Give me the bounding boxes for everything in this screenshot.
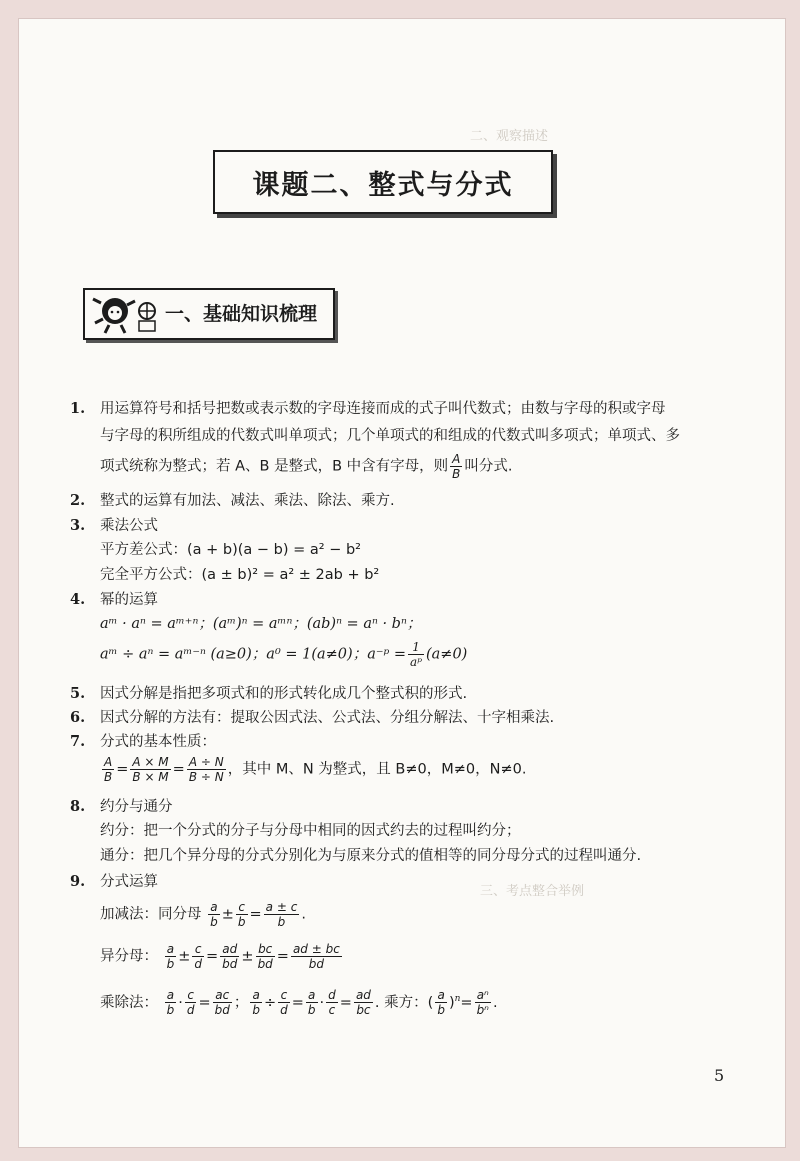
reduction-definition: 约分：把一个分式的分子与分母中相同的因式约去的过程叫约分； bbox=[100, 823, 521, 839]
multiply-divide-rule: 乘除法： $\frac{a}{b}$ · $\frac{c}{d}$ = $\frac{ac}{bd}$ ； $\frac{a}{b}$ ÷ $\frac{c}{d}$ = $\frac{a}{b}$ · $\frac{d}{c}$ = $\frac{ad}{bc}$ . 乘方：( $\frac{a}{b}$ )$^n$= $\frac{\text{aⁿ}}{\text{bⁿ}}$ . bbox=[100, 988, 498, 1018]
item-1-continuation-1: 与字母的积所组成的代数式叫单项式；几个单项式的和组成的代数式叫多项式；单项式、多 bbox=[100, 428, 680, 444]
item-7-number: 7. bbox=[70, 733, 86, 750]
item-1-cont2-a: 项式统称为整式；若 A、B 是整式，B 中含有字母，则 bbox=[100, 458, 449, 475]
fraction-property-formula: $\frac{A}{B}$ = $\frac{A \times M}{B \times M}$ = $\frac{A \div N}{B \div N}$ ，其中 M、N 为整式，且 B≠0，M≠0，N≠0. bbox=[104, 755, 527, 784]
item-8 bbox=[70, 793, 173, 821]
item-5-number: 5. bbox=[70, 685, 86, 702]
item-2-text: 整式的运算有加法、减法、乘法、除法、乘方. bbox=[100, 493, 395, 509]
page-number: 5 bbox=[714, 1066, 725, 1085]
item-1-cont2-b: 叫分式. bbox=[464, 458, 513, 475]
item-9-text: 分式运算 bbox=[100, 874, 158, 890]
ghost-text-2: 三、考点整合举例 bbox=[480, 884, 585, 899]
item-1 bbox=[70, 395, 666, 423]
item-3-number: 3. bbox=[70, 517, 86, 534]
fraction-property-tail: ，其中 M、N 为整式，且 B≠0，M≠0，N≠0. bbox=[227, 761, 527, 778]
perfect-square: 完全平方公式：(a ± b)² = a² ± 2ab + b² bbox=[100, 567, 380, 583]
fraction-a-over-b: $\frac{A}{B}$ bbox=[452, 452, 461, 481]
add-subtract-rule: 加减法：同分母 $\frac{a}{b}$ ± $\frac{c}{b}$ = $\frac{a \pm c}{b}$ . bbox=[100, 900, 306, 929]
item-5-text: 因式分解是指把多项式和的形式转化成几个整式积的形式. bbox=[100, 686, 468, 702]
item-9-number: 9. bbox=[70, 873, 86, 890]
power-rules-2 bbox=[100, 640, 467, 669]
item-4-text: 幂的运算 bbox=[100, 592, 158, 608]
item-9 bbox=[70, 868, 158, 896]
item-8-number: 8. bbox=[70, 798, 86, 815]
mascot-basketball-icon bbox=[91, 293, 163, 335]
item-1-number: 1. bbox=[70, 400, 86, 417]
item-3 bbox=[70, 512, 158, 540]
section-heading-box bbox=[83, 288, 335, 340]
common-denominator-definition: 通分：把几个异分母的分式分别化为与原来分式的值相等的同分母分式的过程叫通分. bbox=[100, 848, 642, 864]
page-title: 课题二、整式与分式 bbox=[213, 150, 553, 214]
item-7-text: 分式的基本性质： bbox=[100, 734, 216, 750]
power-rules-2b: (a≠0) bbox=[426, 646, 468, 663]
item-8-text: 约分与通分 bbox=[100, 799, 173, 815]
different-denominator-rule: 异分母： $\frac{a}{b}$ ± $\frac{c}{d}$ = $\frac{ad}{bd}$ ± $\frac{bc}{bd}$ = $\frac{ad \pm bc}{bd}$ bbox=[100, 942, 340, 971]
item-4 bbox=[70, 586, 158, 614]
item-4-number: 4. bbox=[70, 591, 86, 608]
item-1-continuation-2 bbox=[100, 452, 512, 481]
item-3-text: 乘法公式 bbox=[100, 518, 158, 534]
fraction-1-over-ap: $\frac{1}{\text{aᵖ}}$ bbox=[410, 640, 422, 669]
power-rules-1: aᵐ · aⁿ = aᵐ⁺ⁿ；(aᵐ)ⁿ = aᵐⁿ；(ab)ⁿ = aⁿ · bⁿ； bbox=[100, 616, 422, 632]
item-2 bbox=[70, 487, 395, 515]
difference-of-squares: 平方差公式：(a + b)(a − b) = a² − b² bbox=[100, 542, 361, 558]
power-rules-2a: aᵐ ÷ aⁿ = aᵐ⁻ⁿ (a≥0)；a⁰ = 1(a≠0)；a⁻ᵖ = bbox=[100, 646, 407, 663]
section-heading: 一、基础知识梳理 bbox=[165, 303, 318, 325]
item-6-text: 因式分解的方法有：提取公因式法、公式法、分组分解法、十字相乘法. bbox=[100, 710, 555, 726]
item-2-number: 2. bbox=[70, 492, 86, 509]
item-1-text: 用运算符号和括号把数或表示数的字母连接而成的式子叫代数式；由数与字母的积或字母 bbox=[100, 401, 666, 417]
item-6-number: 6. bbox=[70, 709, 86, 726]
ghost-text-1: 二、观察描述 bbox=[470, 129, 549, 144]
item-7 bbox=[70, 728, 216, 756]
